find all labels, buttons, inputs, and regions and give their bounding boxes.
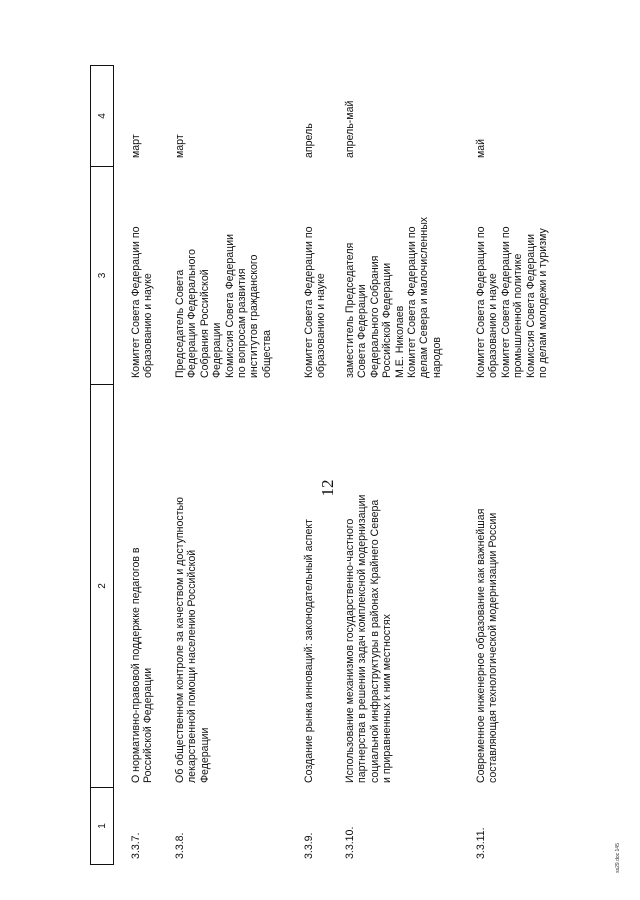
row-number: 3.3.9.	[303, 832, 315, 859]
row-number: 3.3.10.	[344, 826, 356, 859]
row-topic: Современное инженерное образование как важнейшая составляющая технологической модернизации России	[475, 508, 500, 783]
row-topic: Об общественном контроле за качеством и доступностью лекарственной помощи населению Российской Федерации	[174, 497, 211, 783]
column-header-1: 1	[90, 787, 114, 865]
column-header-3: 3	[90, 166, 114, 385]
row-responsible: Комитет Совета Федерации по образованию и науке	[130, 226, 155, 378]
row-responsible: Комитет Совета Федерации по образованию и науке Комитет Совета Федерации по промышленной политике Комиссия Совета Федерации по делам молодежи и туризму	[475, 226, 550, 378]
row-topic: Использование механизмов государственно-частного партнерства в решении задач комплексной модернизации социальной инфраструктуры в районах Крайнего Севера и приравненных к ним местностях	[344, 494, 394, 783]
row-responsible: Комитет Совета Федерации по образованию и науке	[303, 226, 328, 378]
row-responsible: Председатель Совета Федерации Федерального Собрания Российской Федерации Комиссия Совета Федерации по вопросам развития институтов гражданского общества	[174, 233, 273, 378]
row-date: март	[130, 134, 142, 158]
table-header	[90, 65, 114, 865]
row-responsible: заместитель Председателя Совета Федерации Федерального Собрания Российской Федерации М.Е. Николаев Комитет Совета Федерации по делам Севера и малочисленных народов	[344, 216, 443, 378]
footer-filename: ss29.doc 145	[615, 843, 621, 873]
row-number: 3.3.7.	[130, 832, 142, 859]
column-header-4: 4	[90, 65, 114, 167]
column-header-2: 2	[90, 384, 114, 788]
row-date: апрель-май	[344, 100, 356, 158]
rotated-table	[90, 65, 570, 865]
row-number: 3.3.8.	[174, 832, 186, 859]
row-date: март	[174, 134, 186, 158]
row-date: май	[475, 138, 487, 158]
row-number: 3.3.11.	[475, 827, 487, 859]
row-topic: О нормативно-правовой поддержке педагогов в Российской Федерации	[130, 547, 155, 783]
row-topic: Создание рынка инноваций: законодательный аспект	[303, 519, 315, 783]
page-number: 12	[318, 479, 337, 497]
row-date: апрель	[303, 123, 315, 158]
